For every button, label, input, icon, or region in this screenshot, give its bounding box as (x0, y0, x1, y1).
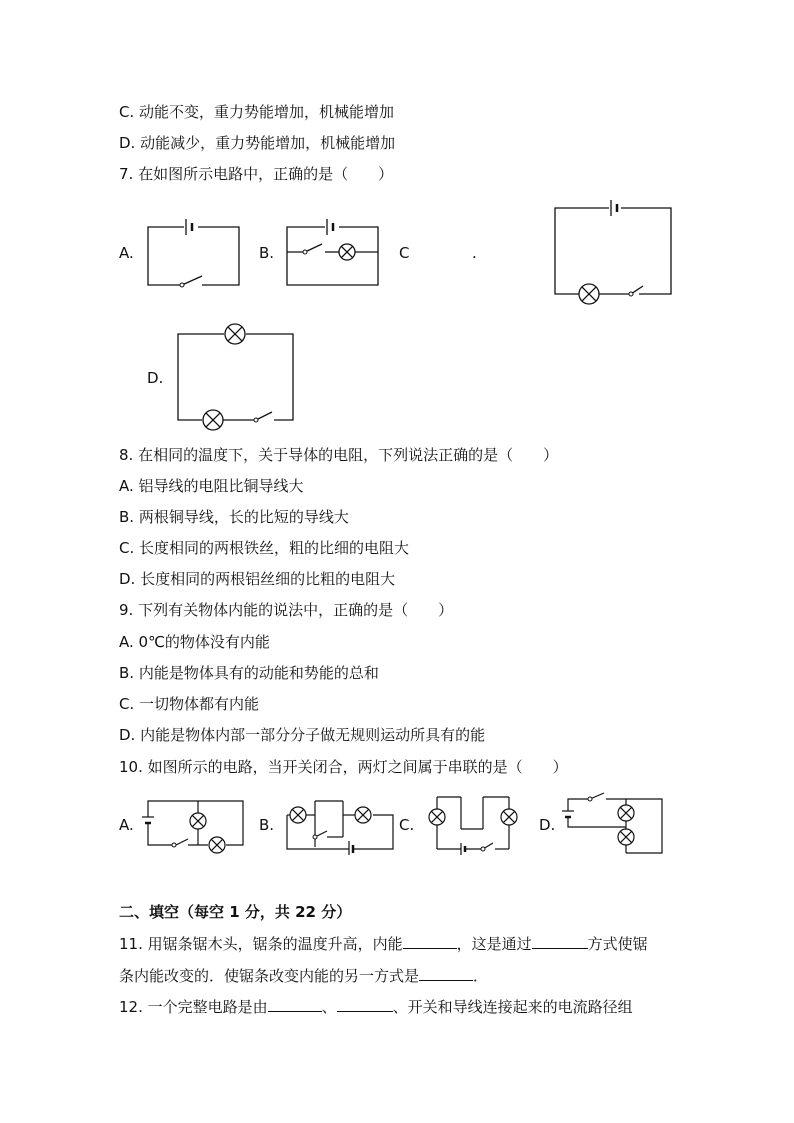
q7-label-d: D. (147, 369, 164, 387)
q11-line-1 (119, 934, 648, 954)
q8-option-c: C. 长度相同的两根铁丝，粗的比细的电阻大 (119, 539, 410, 557)
q7-label-c-dot: . (472, 244, 477, 262)
q12-text-1: 12. 一个完整电路是由 (119, 998, 268, 1016)
q8-option-a: A. 铝导线的电阻比铜导线大 (119, 477, 304, 495)
q10-circuit-d (568, 795, 664, 855)
q6-option-c: C. 动能不变，重力势能增加，机械能增加 (119, 103, 395, 121)
q7-label-a: A. (119, 244, 134, 262)
q10-circuit-c (427, 797, 519, 855)
q12-blank-2[interactable] (337, 997, 393, 1012)
q9-option-a: A. 0℃的物体没有内能 (119, 633, 270, 651)
q10-label-b: B. (259, 816, 275, 834)
q12-line-1 (119, 997, 633, 1017)
section-2-heading: 二、填空（每空 1 分，共 22 分） (119, 903, 352, 921)
q12-text-3: 、开关和导线连接起来的电流路径组 (392, 998, 633, 1016)
q7-label-c: C (399, 244, 410, 262)
q6-option-d: D. 动能减少，重力势能增加，机械能增加 (119, 134, 396, 152)
q7-circuit-a (148, 215, 240, 287)
q9-option-b: B. 内能是物体具有的动能和势能的总和 (119, 664, 379, 682)
q8-option-d: D. 长度相同的两根铝丝细的比粗的电阻大 (119, 570, 396, 588)
q8-stem: 8. 在相同的温度下，关于导体的电阻，下列说法正确的是（ ） (119, 446, 559, 464)
q10-label-c: C. (399, 816, 415, 834)
q7-circuit-d (178, 322, 294, 422)
q10-circuit-a (148, 797, 244, 853)
q11-blank-3[interactable] (419, 966, 473, 981)
q11-text-2: ，这是通过 (456, 935, 532, 953)
q11-text-3: 方式使锯 (587, 935, 648, 953)
q12-blank-1[interactable] (268, 997, 322, 1012)
q9-option-d: D. 内能是物体内部一部分分子做无规则运动所具有的能 (119, 726, 486, 744)
q11-line-2 (119, 966, 488, 986)
q11-blank-1[interactable] (403, 934, 457, 949)
q11-text-1: 11. 用锯条锯木头，锯条的温度升高，内能 (119, 935, 403, 953)
q10-stem: 10. 如图所示的电路，当开关闭合，两灯之间属于串联的是（ ） (119, 758, 568, 776)
q7-circuit-c (555, 200, 673, 304)
q12-text-2: 、 (321, 998, 337, 1016)
q9-option-c: C. 一切物体都有内能 (119, 695, 260, 713)
q10-circuit-b (287, 797, 395, 853)
q8-option-b: B. 两根铜导线，长的比短的导线大 (119, 508, 349, 526)
q10-label-d: D. (539, 816, 556, 834)
q11-text-5: ． (473, 967, 489, 985)
q10-label-a: A. (119, 816, 134, 834)
q7-stem: 7. 在如图所示电路中，正确的是（ ） (119, 165, 394, 183)
q11-blank-2[interactable] (532, 934, 588, 949)
q7-circuit-b (287, 215, 379, 287)
q11-text-4: 条内能改变的．使锯条改变内能的另一方式是 (119, 967, 420, 985)
q7-label-b: B. (259, 244, 275, 262)
q9-stem: 9. 下列有关物体内能的说法中，正确的是（ ） (119, 601, 454, 619)
